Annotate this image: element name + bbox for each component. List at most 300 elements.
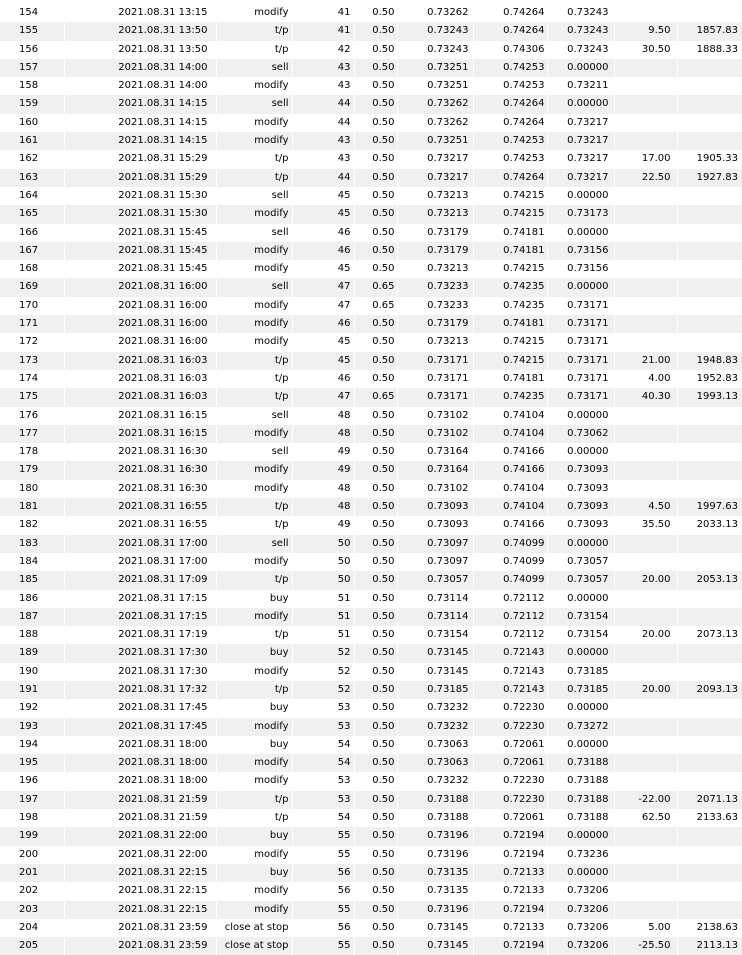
table-row[interactable] xyxy=(0,699,742,717)
lot-size-cell: 0.50 xyxy=(354,590,397,608)
table-row[interactable] xyxy=(0,370,742,388)
balance-cell xyxy=(677,132,742,150)
take-profit-cell: 0.73093 xyxy=(547,498,614,516)
take-profit-cell: 0.73171 xyxy=(547,370,614,388)
profit-cell xyxy=(614,553,677,571)
lot-size-cell: 0.50 xyxy=(354,882,397,900)
deal-number-cell: 168 xyxy=(0,260,64,278)
deal-number-cell: 187 xyxy=(0,608,64,626)
deal-price-cell: 0.73243 xyxy=(397,22,473,40)
table-row[interactable] xyxy=(0,535,742,553)
take-profit-cell: 0.73188 xyxy=(547,754,614,772)
deal-price-cell: 0.73164 xyxy=(397,443,473,461)
stop-loss-cell: 0.74264 xyxy=(473,22,547,40)
table-row[interactable] xyxy=(0,590,742,608)
order-number-cell: 49 xyxy=(292,516,354,534)
stop-loss-cell: 0.74181 xyxy=(473,315,547,333)
balance-cell: 2133.63 xyxy=(677,809,742,827)
table-row[interactable] xyxy=(0,644,742,662)
deal-time-cell: 2021.08.31 16:00 xyxy=(64,297,216,315)
table-row[interactable] xyxy=(0,187,742,205)
stop-loss-cell: 0.72230 xyxy=(473,718,547,736)
deal-number-cell: 190 xyxy=(0,663,64,681)
take-profit-cell: 0.73156 xyxy=(547,242,614,260)
deal-type-cell: modify xyxy=(216,846,292,864)
deal-time-cell: 2021.08.31 14:00 xyxy=(64,77,216,95)
lot-size-cell: 0.50 xyxy=(354,187,397,205)
deal-time-cell: 2021.08.31 18:00 xyxy=(64,754,216,772)
table-row[interactable] xyxy=(0,882,742,900)
table-row[interactable] xyxy=(0,278,742,296)
order-number-cell: 52 xyxy=(292,644,354,662)
profit-cell xyxy=(614,132,677,150)
deal-time-cell: 2021.08.31 15:30 xyxy=(64,205,216,223)
stop-loss-cell: 0.72143 xyxy=(473,644,547,662)
deal-type-cell: modify xyxy=(216,663,292,681)
stop-loss-cell: 0.72112 xyxy=(473,590,547,608)
deal-type-cell: sell xyxy=(216,59,292,77)
deal-price-cell: 0.73262 xyxy=(397,4,473,22)
deal-number-cell: 195 xyxy=(0,754,64,772)
deal-price-cell: 0.73251 xyxy=(397,59,473,77)
profit-cell xyxy=(614,224,677,242)
lot-size-cell: 0.50 xyxy=(354,608,397,626)
take-profit-cell: 0.73217 xyxy=(547,169,614,187)
deal-number-cell: 198 xyxy=(0,809,64,827)
deal-number-cell: 203 xyxy=(0,901,64,919)
deal-type-cell: t/p xyxy=(216,41,292,59)
take-profit-cell: 0.73206 xyxy=(547,882,614,900)
stop-loss-cell: 0.74253 xyxy=(473,132,547,150)
deal-time-cell: 2021.08.31 17:32 xyxy=(64,681,216,699)
order-number-cell: 48 xyxy=(292,498,354,516)
order-number-cell: 48 xyxy=(292,425,354,443)
balance-cell: 1948.83 xyxy=(677,352,742,370)
take-profit-cell: 0.00000 xyxy=(547,95,614,113)
deal-type-cell: t/p xyxy=(216,681,292,699)
deal-type-cell: t/p xyxy=(216,370,292,388)
deal-time-cell: 2021.08.31 22:15 xyxy=(64,882,216,900)
take-profit-cell: 0.73057 xyxy=(547,553,614,571)
table-row[interactable] xyxy=(0,22,742,40)
deal-number-cell: 172 xyxy=(0,333,64,351)
lot-size-cell: 0.50 xyxy=(354,754,397,772)
take-profit-cell: 0.00000 xyxy=(547,736,614,754)
stop-loss-cell: 0.74099 xyxy=(473,535,547,553)
deal-time-cell: 2021.08.31 17:45 xyxy=(64,718,216,736)
deal-type-cell: modify xyxy=(216,901,292,919)
take-profit-cell: 0.73206 xyxy=(547,919,614,937)
order-number-cell: 46 xyxy=(292,315,354,333)
profit-cell xyxy=(614,608,677,626)
take-profit-cell: 0.73156 xyxy=(547,260,614,278)
deal-price-cell: 0.73097 xyxy=(397,535,473,553)
table-row[interactable] xyxy=(0,772,742,790)
order-number-cell: 56 xyxy=(292,882,354,900)
profit-cell xyxy=(614,718,677,736)
order-number-cell: 53 xyxy=(292,772,354,790)
deal-type-cell: sell xyxy=(216,187,292,205)
deal-number-cell: 161 xyxy=(0,132,64,150)
deal-type-cell: t/p xyxy=(216,791,292,809)
deal-price-cell: 0.73232 xyxy=(397,718,473,736)
balance-cell: 1857.83 xyxy=(677,22,742,40)
stop-loss-cell: 0.74306 xyxy=(473,41,547,59)
order-number-cell: 54 xyxy=(292,809,354,827)
take-profit-cell: 0.73093 xyxy=(547,461,614,479)
table-row[interactable] xyxy=(0,663,742,681)
deal-time-cell: 2021.08.31 22:00 xyxy=(64,846,216,864)
table-row[interactable] xyxy=(0,407,742,425)
profit-cell xyxy=(614,772,677,790)
lot-size-cell: 0.50 xyxy=(354,516,397,534)
deal-number-cell: 202 xyxy=(0,882,64,900)
deal-number-cell: 200 xyxy=(0,846,64,864)
deal-time-cell: 2021.08.31 16:03 xyxy=(64,370,216,388)
table-row[interactable] xyxy=(0,41,742,59)
table-row[interactable] xyxy=(0,919,742,937)
deal-time-cell: 2021.08.31 17:19 xyxy=(64,626,216,644)
profit-cell xyxy=(614,754,677,772)
deal-price-cell: 0.73262 xyxy=(397,95,473,113)
deal-time-cell: 2021.08.31 22:15 xyxy=(64,864,216,882)
deal-time-cell: 2021.08.31 16:55 xyxy=(64,498,216,516)
order-number-cell: 46 xyxy=(292,242,354,260)
order-number-cell: 56 xyxy=(292,864,354,882)
balance-cell xyxy=(677,553,742,571)
deal-time-cell: 2021.08.31 22:00 xyxy=(64,827,216,845)
deal-time-cell: 2021.08.31 16:30 xyxy=(64,461,216,479)
table-row[interactable] xyxy=(0,169,742,187)
deal-type-cell: sell xyxy=(216,407,292,425)
deal-number-cell: 164 xyxy=(0,187,64,205)
table-row[interactable] xyxy=(0,315,742,333)
balance-cell xyxy=(677,187,742,205)
table-row[interactable] xyxy=(0,718,742,736)
deal-price-cell: 0.73171 xyxy=(397,388,473,406)
lot-size-cell: 0.50 xyxy=(354,150,397,168)
balance-cell: 2093.13 xyxy=(677,681,742,699)
order-number-cell: 47 xyxy=(292,278,354,296)
order-number-cell: 41 xyxy=(292,4,354,22)
order-number-cell: 44 xyxy=(292,169,354,187)
table-row[interactable] xyxy=(0,571,742,589)
table-row[interactable] xyxy=(0,333,742,351)
order-number-cell: 46 xyxy=(292,370,354,388)
table-row[interactable] xyxy=(0,59,742,77)
order-number-cell: 45 xyxy=(292,205,354,223)
table-row[interactable] xyxy=(0,150,742,168)
deal-type-cell: t/p xyxy=(216,22,292,40)
profit-cell: 30.50 xyxy=(614,41,677,59)
take-profit-cell: 0.00000 xyxy=(547,864,614,882)
take-profit-cell: 0.73154 xyxy=(547,626,614,644)
stop-loss-cell: 0.74099 xyxy=(473,571,547,589)
order-number-cell: 53 xyxy=(292,699,354,717)
take-profit-cell: 0.73236 xyxy=(547,846,614,864)
deal-price-cell: 0.73179 xyxy=(397,315,473,333)
take-profit-cell: 0.73188 xyxy=(547,809,614,827)
balance-cell xyxy=(677,77,742,95)
table-row[interactable] xyxy=(0,205,742,223)
deal-number-cell: 176 xyxy=(0,407,64,425)
balance-cell xyxy=(677,772,742,790)
deal-type-cell: buy xyxy=(216,644,292,662)
take-profit-cell: 0.73171 xyxy=(547,297,614,315)
deal-price-cell: 0.73171 xyxy=(397,370,473,388)
lot-size-cell: 0.50 xyxy=(354,809,397,827)
table-row[interactable] xyxy=(0,681,742,699)
table-row[interactable] xyxy=(0,846,742,864)
take-profit-cell: 0.73062 xyxy=(547,425,614,443)
profit-cell xyxy=(614,260,677,278)
deal-time-cell: 2021.08.31 14:15 xyxy=(64,114,216,132)
profit-cell: 40.30 xyxy=(614,388,677,406)
table-row[interactable] xyxy=(0,260,742,278)
deal-number-cell: 179 xyxy=(0,461,64,479)
order-number-cell: 44 xyxy=(292,95,354,113)
stop-loss-cell: 0.74235 xyxy=(473,388,547,406)
balance-cell: 1993.13 xyxy=(677,388,742,406)
profit-cell xyxy=(614,736,677,754)
profit-cell: 5.00 xyxy=(614,919,677,937)
table-row[interactable] xyxy=(0,388,742,406)
lot-size-cell: 0.50 xyxy=(354,169,397,187)
take-profit-cell: 0.73057 xyxy=(547,571,614,589)
deal-price-cell: 0.73196 xyxy=(397,827,473,845)
balance-cell xyxy=(677,4,742,22)
deal-number-cell: 174 xyxy=(0,370,64,388)
deal-time-cell: 2021.08.31 17:30 xyxy=(64,663,216,681)
deals-table-body xyxy=(0,4,742,955)
lot-size-cell: 0.50 xyxy=(354,260,397,278)
profit-cell xyxy=(614,846,677,864)
deal-number-cell: 182 xyxy=(0,516,64,534)
deal-price-cell: 0.73093 xyxy=(397,516,473,534)
deal-number-cell: 166 xyxy=(0,224,64,242)
table-row[interactable] xyxy=(0,809,742,827)
stop-loss-cell: 0.72061 xyxy=(473,754,547,772)
table-row[interactable] xyxy=(0,297,742,315)
deal-price-cell: 0.73097 xyxy=(397,553,473,571)
profit-cell: -25.50 xyxy=(614,937,677,955)
table-row[interactable] xyxy=(0,827,742,845)
balance-cell xyxy=(677,608,742,626)
take-profit-cell: 0.73171 xyxy=(547,388,614,406)
order-number-cell: 51 xyxy=(292,626,354,644)
lot-size-cell: 0.50 xyxy=(354,827,397,845)
lot-size-cell: 0.50 xyxy=(354,205,397,223)
take-profit-cell: 0.73217 xyxy=(547,132,614,150)
order-number-cell: 48 xyxy=(292,407,354,425)
table-row[interactable] xyxy=(0,352,742,370)
deal-time-cell: 2021.08.31 17:00 xyxy=(64,553,216,571)
order-number-cell: 50 xyxy=(292,535,354,553)
order-number-cell: 50 xyxy=(292,553,354,571)
deal-number-cell: 205 xyxy=(0,937,64,955)
deal-type-cell: buy xyxy=(216,827,292,845)
table-row[interactable] xyxy=(0,901,742,919)
deal-number-cell: 194 xyxy=(0,736,64,754)
balance-cell: 2073.13 xyxy=(677,626,742,644)
take-profit-cell: 0.00000 xyxy=(547,187,614,205)
lot-size-cell: 0.50 xyxy=(354,681,397,699)
order-number-cell: 52 xyxy=(292,663,354,681)
order-number-cell: 43 xyxy=(292,150,354,168)
lot-size-cell: 0.50 xyxy=(354,480,397,498)
deal-type-cell: modify xyxy=(216,4,292,22)
balance-cell: 2033.13 xyxy=(677,516,742,534)
deal-price-cell: 0.73185 xyxy=(397,681,473,699)
table-row[interactable] xyxy=(0,114,742,132)
profit-cell xyxy=(614,278,677,296)
take-profit-cell: 0.73171 xyxy=(547,352,614,370)
balance-cell xyxy=(677,535,742,553)
balance-cell: 2053.13 xyxy=(677,571,742,589)
deal-time-cell: 2021.08.31 18:00 xyxy=(64,736,216,754)
deal-time-cell: 2021.08.31 15:29 xyxy=(64,150,216,168)
deal-type-cell: modify xyxy=(216,461,292,479)
stop-loss-cell: 0.72133 xyxy=(473,864,547,882)
table-row[interactable] xyxy=(0,425,742,443)
stop-loss-cell: 0.74166 xyxy=(473,516,547,534)
order-number-cell: 55 xyxy=(292,901,354,919)
stop-loss-cell: 0.72061 xyxy=(473,809,547,827)
deal-type-cell: modify xyxy=(216,718,292,736)
deal-price-cell: 0.73233 xyxy=(397,278,473,296)
deal-price-cell: 0.73196 xyxy=(397,846,473,864)
deal-price-cell: 0.73251 xyxy=(397,132,473,150)
deal-type-cell: modify xyxy=(216,132,292,150)
balance-cell xyxy=(677,114,742,132)
deal-price-cell: 0.73102 xyxy=(397,407,473,425)
table-row[interactable] xyxy=(0,480,742,498)
order-number-cell: 49 xyxy=(292,461,354,479)
deal-time-cell: 2021.08.31 16:55 xyxy=(64,516,216,534)
table-row[interactable] xyxy=(0,132,742,150)
stop-loss-cell: 0.74264 xyxy=(473,4,547,22)
profit-cell xyxy=(614,443,677,461)
table-row[interactable] xyxy=(0,4,742,22)
deal-type-cell: sell xyxy=(216,535,292,553)
deal-price-cell: 0.73217 xyxy=(397,150,473,168)
profit-cell xyxy=(614,95,677,113)
table-row[interactable] xyxy=(0,461,742,479)
stop-loss-cell: 0.72194 xyxy=(473,901,547,919)
stop-loss-cell: 0.74264 xyxy=(473,169,547,187)
take-profit-cell: 0.00000 xyxy=(547,644,614,662)
take-profit-cell: 0.73093 xyxy=(547,480,614,498)
deal-number-cell: 157 xyxy=(0,59,64,77)
deal-price-cell: 0.73063 xyxy=(397,736,473,754)
deal-price-cell: 0.73217 xyxy=(397,169,473,187)
deal-number-cell: 169 xyxy=(0,278,64,296)
deal-type-cell: t/p xyxy=(216,150,292,168)
deal-number-cell: 186 xyxy=(0,590,64,608)
deal-price-cell: 0.73145 xyxy=(397,644,473,662)
deal-time-cell: 2021.08.31 16:03 xyxy=(64,388,216,406)
balance-cell: 2071.13 xyxy=(677,791,742,809)
table-row[interactable] xyxy=(0,937,742,955)
balance-cell xyxy=(677,901,742,919)
table-row[interactable] xyxy=(0,626,742,644)
take-profit-cell: 0.73154 xyxy=(547,608,614,626)
order-number-cell: 52 xyxy=(292,681,354,699)
balance-cell xyxy=(677,205,742,223)
table-row[interactable] xyxy=(0,443,742,461)
lot-size-cell: 0.50 xyxy=(354,736,397,754)
deal-time-cell: 2021.08.31 16:00 xyxy=(64,278,216,296)
lot-size-cell: 0.50 xyxy=(354,443,397,461)
balance-cell xyxy=(677,297,742,315)
lot-size-cell: 0.50 xyxy=(354,919,397,937)
stop-loss-cell: 0.72230 xyxy=(473,791,547,809)
deal-price-cell: 0.73251 xyxy=(397,77,473,95)
take-profit-cell: 0.73217 xyxy=(547,114,614,132)
stop-loss-cell: 0.72194 xyxy=(473,937,547,955)
deal-number-cell: 181 xyxy=(0,498,64,516)
table-row[interactable] xyxy=(0,224,742,242)
deal-type-cell: modify xyxy=(216,77,292,95)
table-row[interactable] xyxy=(0,608,742,626)
deal-type-cell: t/p xyxy=(216,352,292,370)
deal-number-cell: 204 xyxy=(0,919,64,937)
deal-price-cell: 0.73232 xyxy=(397,772,473,790)
take-profit-cell: 0.00000 xyxy=(547,224,614,242)
deal-price-cell: 0.73057 xyxy=(397,571,473,589)
table-row[interactable] xyxy=(0,516,742,534)
profit-cell xyxy=(614,205,677,223)
profit-cell: 17.00 xyxy=(614,150,677,168)
deal-number-cell: 175 xyxy=(0,388,64,406)
table-row[interactable] xyxy=(0,754,742,772)
deal-type-cell: modify xyxy=(216,297,292,315)
lot-size-cell: 0.50 xyxy=(354,772,397,790)
balance-cell xyxy=(677,754,742,772)
deal-price-cell: 0.73262 xyxy=(397,114,473,132)
deal-number-cell: 193 xyxy=(0,718,64,736)
table-row[interactable] xyxy=(0,791,742,809)
deal-price-cell: 0.73102 xyxy=(397,425,473,443)
table-row[interactable] xyxy=(0,736,742,754)
table-row[interactable] xyxy=(0,77,742,95)
profit-cell xyxy=(614,699,677,717)
table-row[interactable] xyxy=(0,498,742,516)
take-profit-cell: 0.73093 xyxy=(547,516,614,534)
deal-number-cell: 199 xyxy=(0,827,64,845)
table-row[interactable] xyxy=(0,553,742,571)
table-row[interactable] xyxy=(0,242,742,260)
deal-number-cell: 184 xyxy=(0,553,64,571)
lot-size-cell: 0.50 xyxy=(354,461,397,479)
lot-size-cell: 0.50 xyxy=(354,4,397,22)
deal-price-cell: 0.73145 xyxy=(397,919,473,937)
lot-size-cell: 0.50 xyxy=(354,901,397,919)
profit-cell: 62.50 xyxy=(614,809,677,827)
deal-time-cell: 2021.08.31 17:09 xyxy=(64,571,216,589)
deal-price-cell: 0.73213 xyxy=(397,333,473,351)
take-profit-cell: 0.73206 xyxy=(547,937,614,955)
deal-type-cell: t/p xyxy=(216,169,292,187)
deals-table xyxy=(0,4,742,955)
balance-cell xyxy=(677,95,742,113)
profit-cell: 20.00 xyxy=(614,626,677,644)
deal-time-cell: 2021.08.31 21:59 xyxy=(64,809,216,827)
table-row[interactable] xyxy=(0,95,742,113)
table-row[interactable] xyxy=(0,864,742,882)
take-profit-cell: 0.73185 xyxy=(547,663,614,681)
take-profit-cell: 0.73217 xyxy=(547,150,614,168)
